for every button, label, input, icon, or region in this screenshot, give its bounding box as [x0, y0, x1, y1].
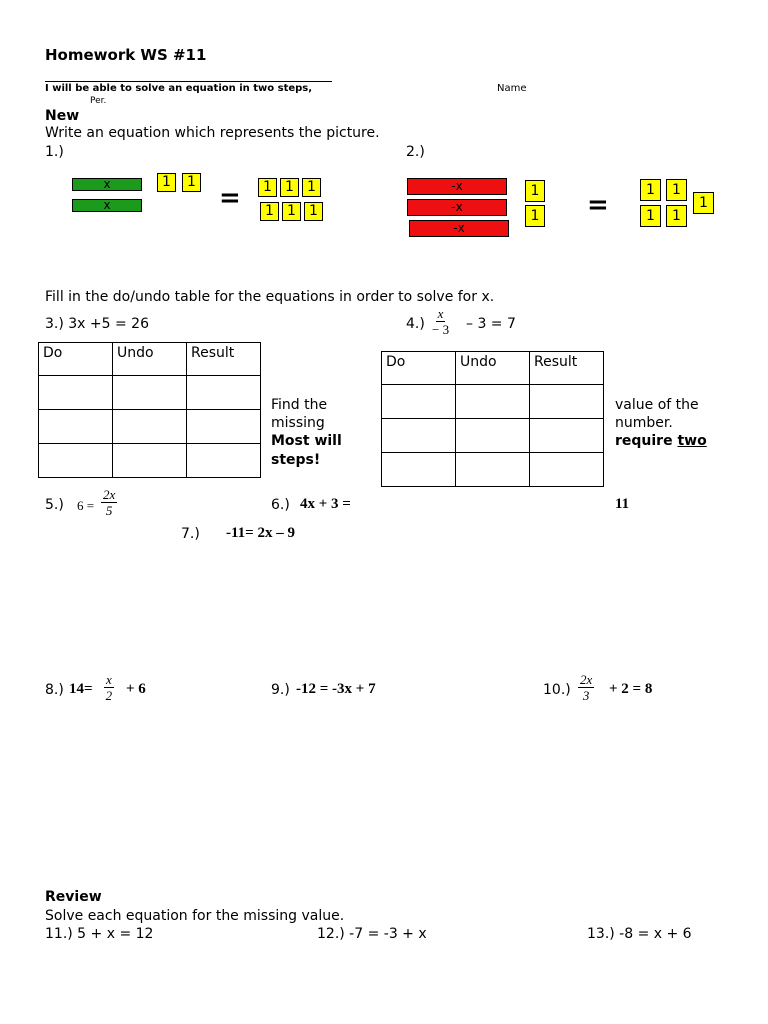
fraction-denominator: − 3 — [432, 322, 450, 337]
col-result: Result — [530, 352, 604, 385]
note-right-line-1: value of the — [615, 397, 699, 413]
equals-sign: = — [587, 190, 609, 220]
unit-tile: 1 — [640, 179, 661, 201]
problem-6-equation: 4x + 3 = — [300, 496, 351, 512]
table-cell[interactable] — [113, 444, 187, 478]
objective-underline — [45, 81, 332, 82]
table-cell[interactable] — [382, 385, 456, 419]
negative-x-bar: -x — [407, 199, 507, 216]
col-do: Do — [39, 343, 113, 376]
problem-10-label: 10.) — [543, 682, 571, 698]
table-cell[interactable] — [382, 419, 456, 453]
fraction-denominator: 3 — [582, 688, 590, 703]
table-cell[interactable] — [530, 385, 604, 419]
table-cell[interactable] — [187, 444, 261, 478]
note-right-line-3 — [615, 433, 707, 449]
table-instructions: Fill in the do/undo table for the equations in order to solve for x. — [45, 289, 495, 305]
fraction-denominator: 5 — [105, 503, 113, 518]
negative-x-bar: -x — [407, 178, 507, 195]
table-cell[interactable] — [187, 376, 261, 410]
problem-11: 11.) 5 + x = 12 — [45, 926, 154, 942]
table-cell[interactable] — [113, 410, 187, 444]
unit-tile: 1 — [157, 173, 176, 192]
unit-tile: 1 — [302, 178, 321, 197]
col-do: Do — [382, 352, 456, 385]
note-left-line-4: steps! — [271, 452, 321, 468]
note-left-line-2: missing — [271, 415, 325, 431]
fraction-numerator: x — [437, 306, 444, 321]
table-cell[interactable] — [456, 419, 530, 453]
problem-8-lhs: 14= — [69, 681, 93, 697]
note-left-line-1: Find the — [271, 397, 328, 413]
unit-tile: 1 — [525, 205, 545, 227]
fraction-numerator: 2x — [580, 672, 593, 687]
unit-tile: 1 — [525, 180, 545, 202]
problem-7-label: 7.) — [181, 526, 200, 542]
new-heading: New — [45, 108, 80, 124]
unit-tile: 1 — [182, 173, 201, 192]
problem-2-label: 2.) — [406, 144, 425, 160]
col-undo: Undo — [456, 352, 530, 385]
problem-10-rest: + 2 = 8 — [609, 681, 653, 697]
table-cell[interactable] — [39, 444, 113, 478]
objective-text: I will be able to solve an equation in two steps, — [45, 83, 313, 94]
unit-tile: 1 — [666, 205, 687, 227]
problem-6-label: 6.) — [271, 497, 290, 513]
note-right-two: two — [677, 433, 707, 449]
problem-5-lhs: 6 = — [77, 498, 95, 513]
table-cell[interactable] — [456, 453, 530, 487]
table-cell[interactable] — [187, 410, 261, 444]
unit-tile: 1 — [304, 202, 323, 221]
name-label: Name — [497, 83, 527, 94]
per-label: Per. — [90, 96, 107, 106]
new-instructions: Write an equation which represents the picture. — [45, 125, 380, 141]
unit-tile: 1 — [280, 178, 299, 197]
table-cell[interactable] — [530, 453, 604, 487]
unit-tile: 1 — [640, 205, 661, 227]
do-undo-table-4 — [381, 351, 604, 487]
table-cell[interactable] — [530, 419, 604, 453]
table-cell[interactable] — [39, 410, 113, 444]
col-result: Result — [187, 343, 261, 376]
problem-1-label: 1.) — [45, 144, 64, 160]
col-undo: Undo — [113, 343, 187, 376]
problem-4-label: 4.) — [406, 316, 425, 332]
note-right-line-2: number. — [615, 415, 673, 431]
problem-8-rest: + 6 — [126, 681, 146, 697]
table-cell[interactable] — [456, 385, 530, 419]
x-bar: x — [72, 199, 142, 212]
note-left-line-3: Most will — [271, 433, 342, 449]
table-cell[interactable] — [113, 376, 187, 410]
page-title: Homework WS #11 — [45, 46, 207, 64]
table-cell[interactable] — [39, 376, 113, 410]
problem-9-equation: -12 = -3x + 7 — [296, 681, 376, 697]
x-bar: x — [72, 178, 142, 191]
problem-13: 13.) -8 = x + 6 — [587, 926, 692, 942]
unit-tile: 1 — [282, 202, 301, 221]
problem-12: 12.) -7 = -3 + x — [317, 926, 427, 942]
review-instructions: Solve each equation for the missing value. — [45, 908, 345, 924]
note-right-require: require — [615, 433, 673, 449]
fraction-numerator: 2x — [103, 487, 116, 502]
unit-tile: 1 — [258, 178, 277, 197]
problem-10-fraction — [578, 673, 594, 702]
unit-tile: 1 — [693, 192, 714, 214]
negative-x-bar: -x — [409, 220, 509, 237]
problem-4-fraction — [432, 307, 449, 336]
problem-8-fraction — [104, 673, 114, 702]
review-heading: Review — [45, 889, 102, 905]
problem-8-label: 8.) — [45, 682, 64, 698]
table-cell[interactable] — [382, 453, 456, 487]
do-undo-table-3 — [38, 342, 261, 478]
problem-6-rhs: 11 — [615, 496, 630, 512]
problem-4-rest: – 3 = 7 — [466, 316, 516, 332]
fraction-numerator: x — [106, 672, 112, 687]
unit-tile: 1 — [260, 202, 279, 221]
problem-5-fraction — [101, 488, 117, 517]
fraction-denominator: 2 — [105, 688, 113, 703]
unit-tile: 1 — [666, 179, 687, 201]
problem-5-label: 5.) — [45, 497, 64, 513]
equals-sign: = — [219, 183, 241, 213]
problem-3: 3.) 3x +5 = 26 — [45, 316, 149, 332]
problem-9-label: 9.) — [271, 682, 290, 698]
problem-7-equation: -11= 2x – 9 — [226, 525, 295, 541]
